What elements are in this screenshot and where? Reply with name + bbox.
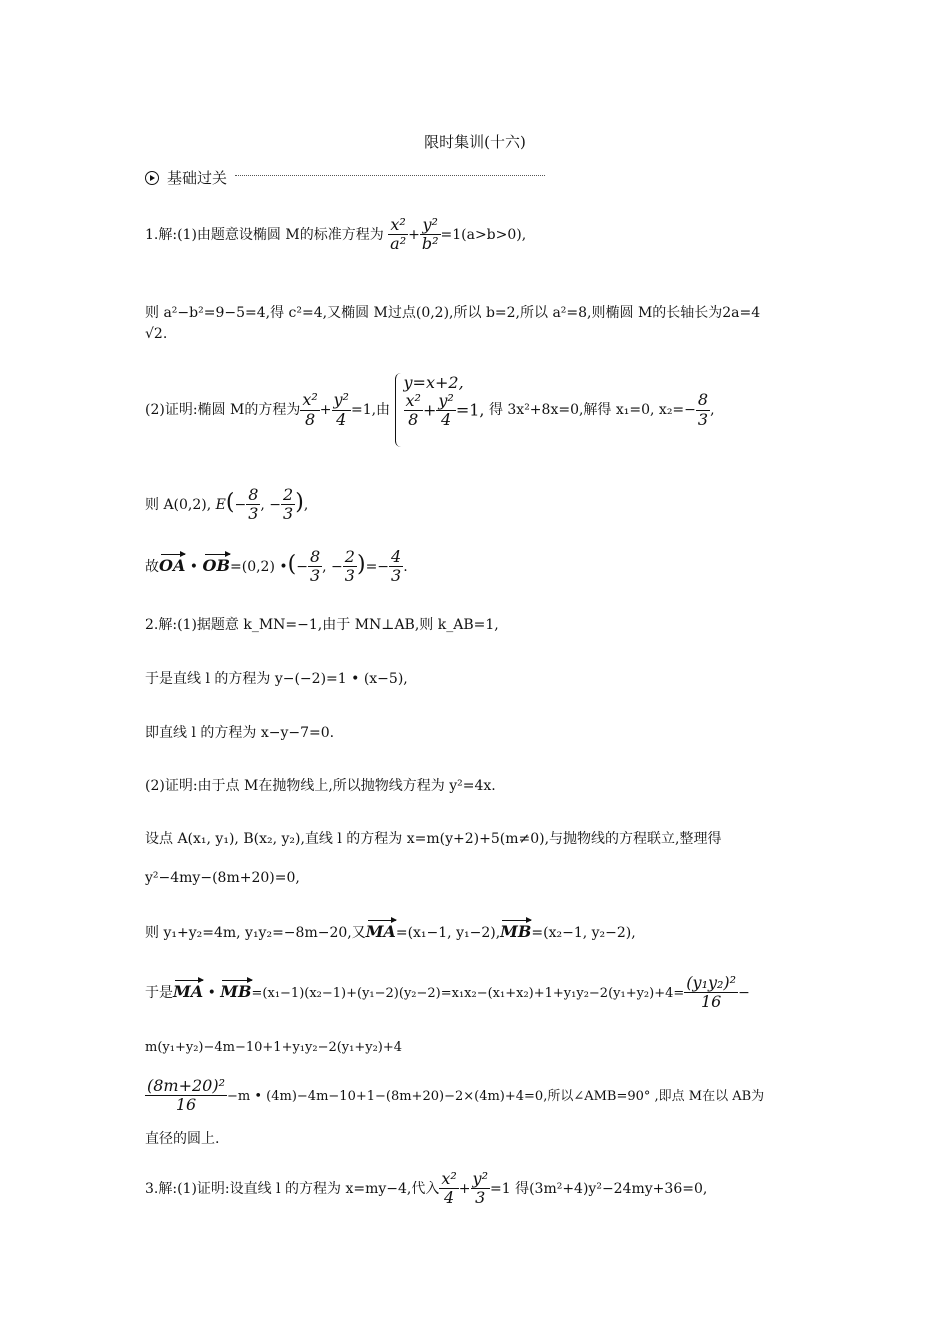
fraction: $\frac{\text{x²}}{\text{a²}}$ [390, 215, 407, 254]
fraction: $\frac{\text{x²}}{4}$ [441, 1169, 457, 1208]
text-line: (2)证明:椭圆 M的方程为 $\frac{\text{x²}}{8}$ + $\frac{\text{y²}}{4}$ =1,由 y=x+2, $\frac{\text{x²}}{8}$ + $\frac{\text{y²}}{4}$ =1, 得 3x²+8x=0,解得 x₁=0, x₂=− $\frac{8}{3}$ , [145, 373, 715, 447]
fraction: $\frac{\text{y²}}{4}$ [438, 391, 454, 430]
text-line: m(y₁+y₂)−4m−10+1+y₁y₂−2(y₁+y₂)+4 [145, 1040, 403, 1055]
text-line: 则 A(0,2), E(− $\frac{8}{3}$ , − $\frac{2}{3}$ ), [145, 485, 309, 524]
vector-mb: MB [220, 981, 252, 1001]
text-line: (2)证明:由于点 M在抛物线上,所以抛物线方程为 y²=4x. [145, 778, 496, 794]
vector-ma: MA [365, 922, 396, 941]
text-line: y²−4my−(8m+20)=0, [145, 870, 300, 886]
text-line: 故OA • OB=(0,2) •(− $\frac{8}{3}$ , − $\frac{2}{3}$ )=− $\frac{4}{3}$ . [145, 547, 408, 586]
fraction: $\frac{8}{3}$ [697, 390, 709, 429]
vector-mb: MB [500, 922, 532, 941]
text-line: $\frac{\text{(8m+20)²}}{16}$ −m • (4m)−4m−10+1−(8m+20)−2×(4m)+4=0,所以∠AMB=90° ,即点 M在以 AB为 [147, 1076, 765, 1115]
fraction: $\frac{\text{y²}}{\text{b²}}$ [421, 215, 439, 254]
text-line: 则 y₁+y₂=4m, y₁y₂=−8m−20,又MA=(x₁−1, y₁−2),MB=(x₂−1, y₂−2), [145, 922, 636, 941]
text-line: 3.解:(1)证明:设直线 l 的方程为 x=my−4,代入 $\frac{\text{x²}}{4}$ + $\frac{\text{y²}}{3}$ =1 得(3m²+4)y²−24my+36=0, [145, 1169, 708, 1208]
dotted-leader [235, 163, 545, 176]
fraction: $\frac{8}{3}$ [309, 547, 321, 586]
fraction: $\frac{8}{3}$ [248, 485, 259, 524]
text-line: 于是MA • MB=(x₁−1)(x₂−1)+(y₁−2)(y₂−2)=x₁x₂−(x₁+x₂)+1+y₁y₂−2(y₁+y₂)+4= $\frac{\text{(y₁y₂)²}}{16}$ − [145, 973, 750, 1012]
fraction: $\frac{\text{(8m+20)²}}{16}$ [147, 1076, 226, 1115]
fraction: $\frac{2}{3}$ [344, 547, 355, 586]
fraction: $\frac{\text{y²}}{3}$ [472, 1169, 488, 1208]
text-line: √2. [145, 326, 168, 342]
fraction: $\frac{4}{3}$ [391, 547, 402, 586]
page-title: 限时集训(十六) [424, 133, 526, 151]
text-line: 设点 A(x₁, y₁), B(x₂, y₂),直线 l 的方程为 x=m(y+2)+5(m≠0),与抛物线的方程联立,整理得 [145, 831, 722, 847]
text-line: 1.解:(1)由题意设椭圆 M的标准方程为 $\frac{\text{x²}}{\text{a²}}$ + $\frac{\text{y²}}{\text{b²}}$ =1(a>b>0), [145, 215, 527, 254]
section-header [145, 167, 227, 188]
text-line: 于是直线 l 的方程为 y−(−2)=1 • (x−5), [145, 671, 408, 687]
vector-ma: MA [173, 981, 204, 1001]
text-line: 2.解:(1)据题意 k_MN=−1,由于 MN⊥AB,则 k_AB=1, [145, 617, 499, 633]
section-label: 基础过关 [167, 169, 228, 187]
text-line: 则 a²−b²=9−5=4,得 c²=4,又椭圆 M过点(0,2),所以 b=2,所以 a²=8,则椭圆 M的长轴长为2a=4 [145, 305, 761, 321]
fraction: $\frac{2}{3}$ [283, 485, 294, 524]
play-circle-icon [145, 171, 159, 185]
fraction: $\frac{\text{x²}}{8}$ [405, 391, 421, 430]
vector-oa: OA [159, 555, 186, 575]
fraction: $\frac{\text{(y₁y₂)²}}{16}$ [686, 973, 737, 1012]
fraction: $\frac{\text{y²}}{4}$ [333, 390, 349, 429]
text-line: 直径的圆上. [145, 1131, 220, 1147]
equation-system: y=x+2, $\frac{\text{x²}}{8}$ + $\frac{\text{y²}}{4}$ =1, [395, 373, 485, 447]
fraction: $\frac{\text{x²}}{8}$ [302, 390, 318, 429]
vector-ob: OB [202, 555, 230, 575]
text-line: 即直线 l 的方程为 x−y−7=0. [145, 725, 335, 741]
